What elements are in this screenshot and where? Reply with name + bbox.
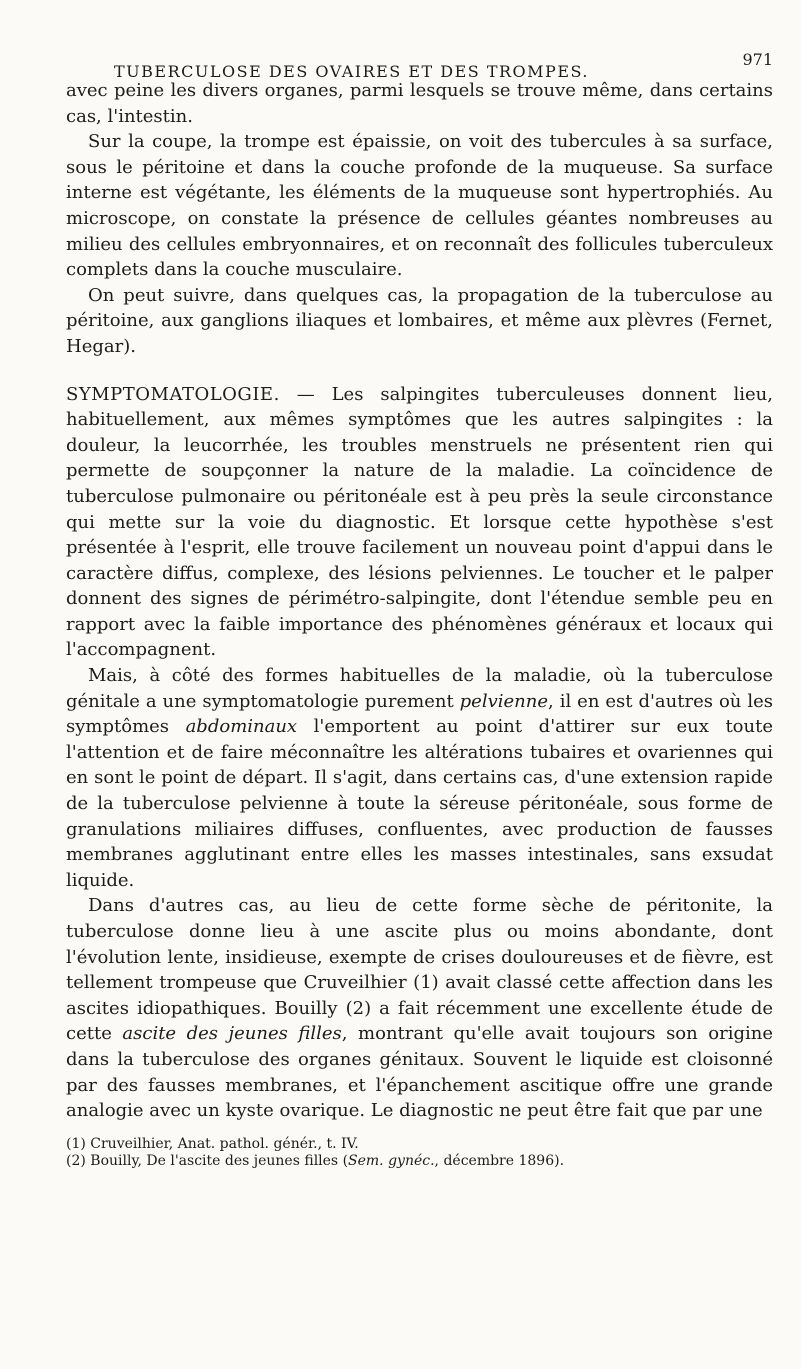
footnotes xyxy=(66,1136,773,1170)
paragraph-4-text: — Les salpingites tuberculeuses donnent lieu, habituellement, aux mêmes symptômes que les autres salpingites : la douleur, la leucorrhée, les troubles menstruels ne présentent rien qui permette de soupçonner la nature de la maladie. La coïncidence de tuberculose pulmonaire ou péritonéale est à peu près la seule circonstance qui mette sur la voie du diagnostic. Et lorsque cette hypothèse s'est présentée à l'esprit, elle trouve facilement un nouveau point d'appui dans le caractère diffus, complexe, des lésions pelviennes. Le toucher et le palper donnent des signes de périmétro-salpingite, dont l'étendue semble peu en rapport avec la faible importance des phénomènes généraux et locaux qui l'accompagnent. xyxy=(66,383,773,661)
body-text xyxy=(66,78,773,1124)
paragraph-3: On peut suivre, dans quelques cas, la propagation de la tuberculose au péritoine, aux ganglions iliaques et lombaires, et même aux plèvres (Fernet, Hegar). xyxy=(66,284,773,357)
running-title: TUBERCULOSE DES OVAIRES ET DES TROMPES. xyxy=(114,62,589,81)
paragraph-6 xyxy=(66,893,773,1123)
paragraph-6-em-ascite: ascite des jeunes filles xyxy=(122,1023,342,1045)
running-head xyxy=(66,40,773,81)
paragraph-6-part-b: , montrant qu'elle avait toujours son origine dans la tuberculose des organes génitaux. Souvent le liquide est cloisonné par des fausses membranes, et l'épanchement ascitique offre une grande analogie avec un kyste ovarique. Le diagnostic ne peut être fait que par une xyxy=(66,1023,773,1122)
paragraph-6-part-a: Dans d'autres cas, au lieu de cette forme sèche de péritonite, la tuberculose donne lieu à une ascite plus ou moins abondante, dont l'évolution lente, insidieuse, exempte de crises douloureuses et de fièvre, est tellement trompeuse que Cruveilhier (1) avait classé cette affection dans les ascites idiopathiques. Bouilly (2) a fait récemment une excellente étude de cette xyxy=(66,895,773,1045)
footnote-2-part-a: (2) Bouilly, De l'ascite des jeunes filles ( xyxy=(66,1152,349,1169)
page-number: 971 xyxy=(742,50,773,69)
paragraph-5-part-b: , il en est d'autres où les symptômes xyxy=(66,690,773,738)
section-heading-symptomatologie: SYMPTOMATOLOGIE. xyxy=(66,383,280,405)
paragraph-5-part-c: l'emportent au point d'attirer sur eux toute l'attention et de faire méconnaître les altérations tubaires et ovariennes qui en sont le point de départ. Il s'agit, dans certains cas, d'une extension rapide de la tuberculose pelvienne à toute la séreuse péritonéale, sous forme de granulations miliaires diffuses, confluentes, avec production de fausses membranes agglutinant entre elles les masses intestinales, sans exsudat liquide. xyxy=(66,716,773,891)
paragraph-5-em-abdominaux: abdominaux xyxy=(185,716,298,738)
paragraph-5-em-pelvienne: pelvienne xyxy=(459,690,549,712)
paragraph-5-part-a: Mais, à côté des formes habituelles de la maladie, où la tuberculose génitale a une symptomatologie purement xyxy=(66,665,773,712)
paragraph-2: Sur la coupe, la trompe est épaissie, on voit des tubercules à sa surface, sous le péritoine et dans la couche profonde de la muqueuse. Sa surface interne est végétante, les éléments de la muqueuse sont hypertrophiés. Au microscope, on constate la présence de cellules géantes nombreuses au milieu des cellules embryonnaires, et on reconnaît des follicules tuberculeux complets dans la couche musculaire. xyxy=(66,131,773,281)
footnote-2-part-b: , décembre 1896). xyxy=(434,1152,565,1169)
footnote-1: (1) Cruveilhier, Anat. pathol. génér., t. IV. xyxy=(66,1135,359,1152)
paragraph-1: avec peine les divers organes, parmi lesquels se trouve même, dans certains cas, l'intestin. xyxy=(66,80,773,127)
footnote-2 xyxy=(66,1153,773,1170)
footnote-2-em: Sem. gynéc. xyxy=(348,1152,435,1169)
paragraph-5 xyxy=(66,663,773,893)
paragraph-4 xyxy=(66,382,773,664)
